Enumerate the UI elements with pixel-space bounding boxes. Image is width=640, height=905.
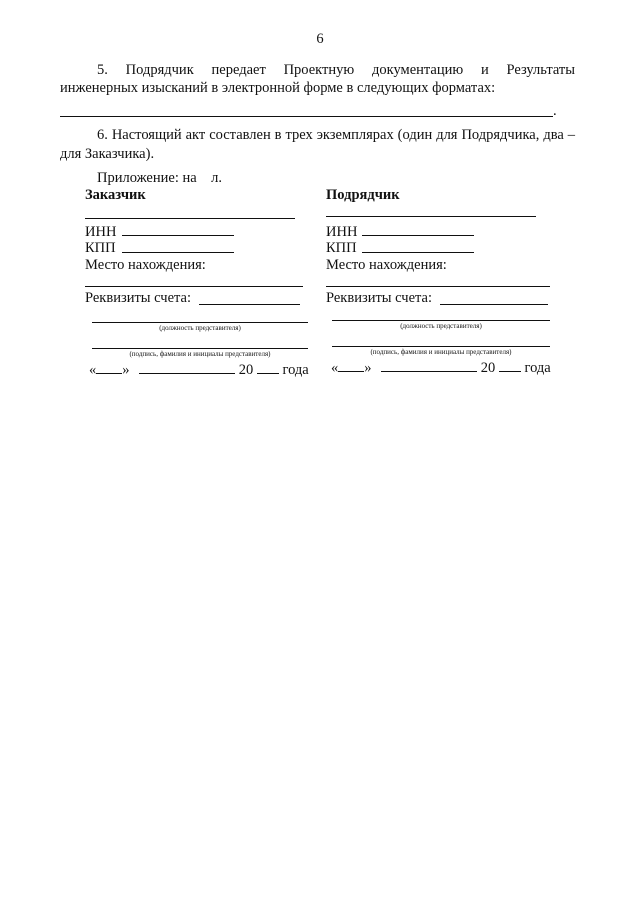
customer-inn-label: ИНН [85,224,117,240]
contractor-date-open: « [331,360,339,376]
para6-line1: 6. Настоящий акт составлен в трех экземплярах (один для Подрядчика, два – [97,127,575,143]
appendix-line: Приложение: на л. [97,170,223,186]
customer-signature-line [92,348,308,349]
contractor-kpp-line [362,252,474,253]
para5-line2: инженерных изысканий в электронной форме в следующих форматах: [60,80,496,96]
customer-month-line [139,361,235,374]
page-number: 6 [316,31,324,47]
customer-account-label: Реквизиты счета: [85,290,192,306]
contractor-heading: Подрядчик [326,187,400,203]
customer-location-line [85,286,303,287]
contractor-signature-caption: (подпись, фамилия и инициалы представителя) [370,348,512,356]
para6-line2: для Заказчика). [60,146,155,162]
customer-position-line [92,322,308,323]
contractor-year-suffix: года [524,360,551,376]
customer-heading: Заказчик [85,187,146,203]
customer-account-line [199,304,300,305]
contractor-position-line [332,320,550,321]
contractor-account-label: Реквизиты счета: [326,290,433,306]
customer-inn-line [122,235,234,236]
customer-date-row [89,361,309,379]
contractor-location-label: Место нахождения: [326,257,447,273]
contractor-year-line [499,359,521,372]
contractor-day-line [338,359,364,372]
customer-year-suffix: года [282,362,309,378]
customer-name-line [85,218,295,219]
para5-end: . [553,103,557,119]
contractor-inn-line [362,235,474,236]
contractor-year-prefix: 20 [480,360,496,376]
customer-kpp-label: КПП [85,240,116,256]
contractor-kpp-label: КПП [326,240,357,256]
contractor-month-line [381,359,477,372]
contractor-date-row [331,359,551,377]
contractor-date-close: » [364,360,372,376]
customer-year-prefix: 20 [238,362,254,378]
customer-date-close: » [122,362,130,378]
formats-fill-line [60,116,553,117]
customer-date-open: « [89,362,97,378]
contractor-account-line [440,304,548,305]
customer-day-line [96,361,122,374]
contractor-name-line [326,216,536,217]
contractor-position-caption: (должность представителя) [400,322,482,330]
contractor-inn-label: ИНН [326,224,358,240]
customer-kpp-line [122,252,234,253]
contractor-signature-line [332,346,550,347]
para5-line1: 5. Подрядчик передает Проектную документацию и Результаты [97,62,575,78]
customer-year-line [257,361,279,374]
customer-position-caption: (должность представителя) [159,324,241,332]
customer-signature-caption: (подпись, фамилия и инициалы представителя) [129,350,271,358]
customer-location-label: Место нахождения: [85,257,206,273]
contractor-location-line [326,286,550,287]
